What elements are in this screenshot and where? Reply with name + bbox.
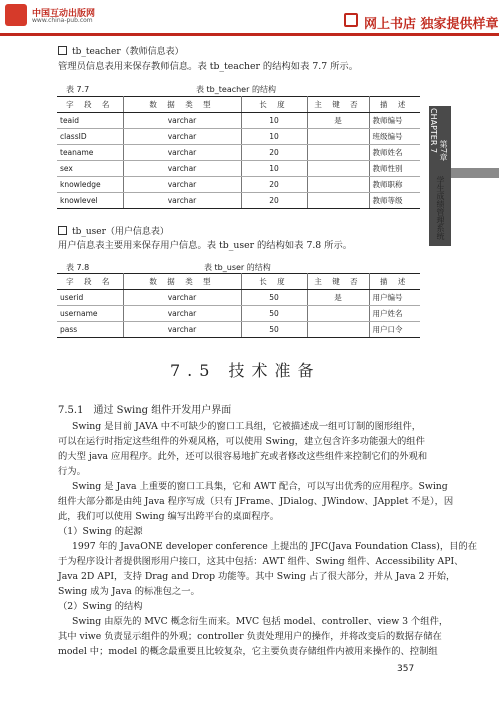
col-header: 描 述 <box>369 274 420 290</box>
table-tb-teacher <box>57 96 420 209</box>
paragraph-line: model 中；model 的概念最重要且比较复杂，它主要负责存储组件内被用来操作的、控制组 <box>58 646 438 657</box>
paragraph-line: 其中 viwe 负责显示组件的外观；controller 负责处理用户的操作，并将改变后的数据存储在 <box>58 631 442 642</box>
publisher-logo-name: 中国互动出版网 <box>32 9 96 19</box>
subtopic-heading: （1）Swing 的起源 <box>58 526 143 537</box>
table-row: knowledge varchar 20 教师职称 <box>57 177 420 193</box>
table-7-7-title: 表 tb_teacher 的结构 <box>196 85 276 94</box>
paragraph-line: 于为程序设计者提供图形用户接口，这其中包括：AWT 组件、Swing 组件、Accessibility API、 <box>58 556 464 567</box>
table-row: username varchar 50 用户姓名 <box>57 306 420 322</box>
col-header: 长 度 <box>241 274 307 290</box>
tb-teacher-desc: 管理员信息表用来保存教师信息。表 tb_teacher 的结构如表 7.7 所示。 <box>58 61 358 72</box>
table-7-8-number: 表 7.8 <box>66 263 90 272</box>
chapter-label: CHAPTER 7 <box>429 108 438 154</box>
paragraph-line: 可以在运行时指定这些组件的外观风格，可以使用 Swing，建立包含许多功能强大的组件 <box>58 436 425 447</box>
chapter-side-bar <box>451 168 499 178</box>
col-header: 主 键 否 <box>307 274 369 290</box>
header-rule <box>0 33 499 36</box>
bookstore-icon <box>344 13 358 27</box>
table-row: knowlevel varchar 20 教师等级 <box>57 193 420 209</box>
table-7-8-title: 表 tb_user 的结构 <box>204 263 271 272</box>
col-header: 数 据 类 型 <box>123 274 241 290</box>
checkbox-bullet-icon <box>58 46 67 55</box>
paragraph-line: Java 2D API，支持 Drag and Drop 功能等。其中 Swing 占了很大部分，并从 Java 2 开始， <box>58 571 456 582</box>
table-row: classID varchar 10 班级编号 <box>57 129 420 145</box>
paragraph-line: Swing 是目前 JAVA 中不可缺少的窗口工具组，它被描述成一组可订制的图形组件， <box>72 421 422 432</box>
paragraph-line: 1997 年的 JavaONE developer conference 上提出的 JFC(Java Foundation Class)，目的在 <box>72 541 478 552</box>
col-header: 主 键 否 <box>307 97 369 113</box>
section-heading: 7.5 技术准备 <box>170 361 321 380</box>
paragraph-line: 的大型 java 应用程序。此外，还可以很容易地扩充或者修改这些组件来控制它们的外观和 <box>58 451 428 462</box>
bullet-tb-teacher: tb_teacher（教师信息表） <box>58 44 184 57</box>
table-row: teaid varchar 10 是 教师编号 <box>57 113 420 129</box>
chapter-title: 学生成绩管理系统 <box>436 176 445 240</box>
table-row: sex varchar 10 教师性别 <box>57 161 420 177</box>
subsection-heading: 7.5.1 通过 Swing 组件开发用户界面 <box>58 405 232 416</box>
page-number: 357 <box>397 664 415 674</box>
tb-user-desc: 用户信息表主要用来保存用户信息。表 tb_user 的结构如表 7.8 所示。 <box>58 240 353 251</box>
table-7-7-number: 表 7.7 <box>66 85 90 94</box>
paragraph-line: 行为。 <box>58 466 86 477</box>
table-row: userid varchar 50 是 用户编号 <box>57 290 420 306</box>
paragraph-line: Swing 成为 Java 的标准包之一。 <box>58 586 200 597</box>
checkbox-bullet-icon <box>58 226 67 235</box>
table-header-row <box>57 274 420 290</box>
publisher-logo-url: www.china-pub.com <box>32 17 93 24</box>
paragraph-line: Swing 是 Java 上重要的窗口工具集，它和 AWT 配合，可以写出优秀的应用程序。Swing <box>72 481 448 492</box>
paragraph-line: Swing 由原先的 MVC 概念衍生而来。MVC 包括 model、controller、view 3 个组件， <box>72 616 449 627</box>
subtopic-heading: （2）Swing 的结构 <box>58 601 143 612</box>
col-header: 字 段 名 <box>57 97 123 113</box>
col-header: 数 据 类 型 <box>123 97 241 113</box>
chapter-number: 第7章 <box>439 140 448 162</box>
header-title: 网上书店 独家提供样章 <box>364 17 499 32</box>
paragraph-line: 此，我们可以使用 Swing 编写出跨平台的桌面程序。 <box>58 511 280 522</box>
paragraph-line: 组件大部分都是由纯 Java 程序写成（只有 JFrame、JDialog、JWindow、JApplet 不是），因 <box>58 496 454 507</box>
table-header-row <box>57 97 420 113</box>
col-header: 长 度 <box>241 97 307 113</box>
col-header: 字 段 名 <box>57 274 123 290</box>
publisher-logo-icon <box>5 4 27 26</box>
col-header: 描 述 <box>369 97 420 113</box>
bullet-tb-user: tb_user（用户信息表） <box>58 224 169 237</box>
table-row: teaname varchar 20 教师姓名 <box>57 145 420 161</box>
table-row: pass varchar 50 用户口令 <box>57 322 420 338</box>
table-tb-user <box>57 273 420 338</box>
